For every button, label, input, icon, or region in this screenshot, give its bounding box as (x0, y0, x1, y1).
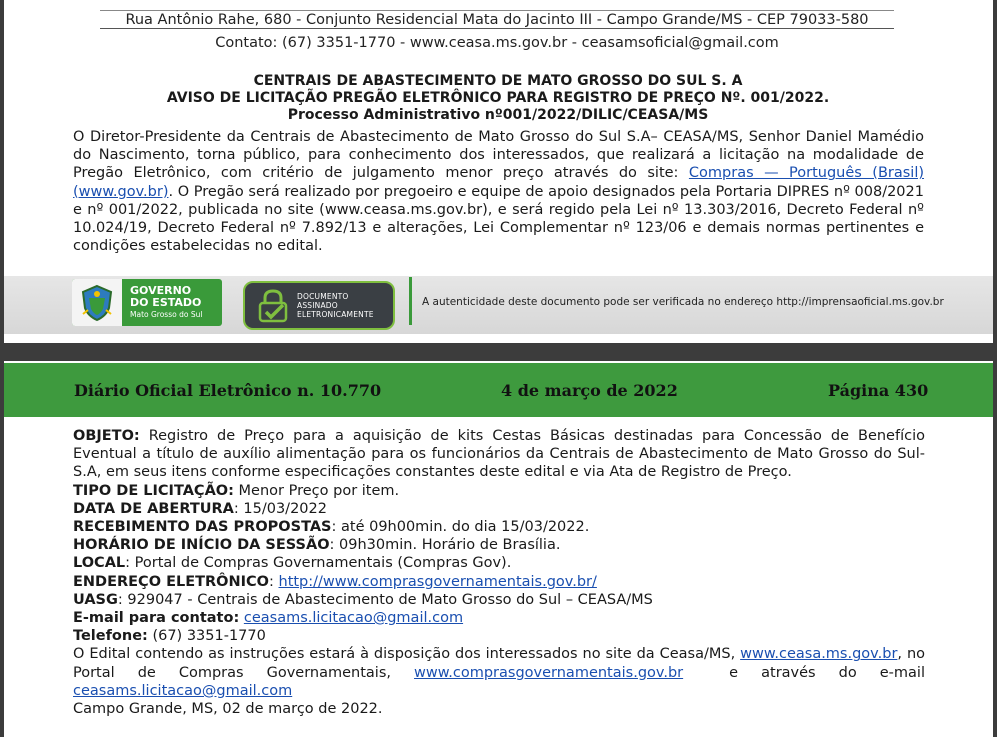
gazette-page-number: Página 430 (828, 381, 929, 400)
telefone-text: (67) 3351-1770 (147, 628, 266, 645)
address-line: Rua Antônio Rahe, 680 - Conjunto Residencial Mata do Jacinto III - Campo Grande/MS - CEP 79033-580 (100, 12, 894, 29)
edital-text-mid: , no Portal de Compras Governamentais, (73, 646, 925, 681)
abertura-row (73, 500, 925, 518)
para-text-end: . O Pregão será realizado por pregoeiro e equipe de apoio designados pela Portaria DIPRES nº 008/2021 e nº 001/2022, publicada no site (www.ceasa.ms.gov.br), e será regido pela Lei nº 13.303/2016, Decreto Federal nº 10.024/19, Decreto Federal nº 7.892/13 e alterações, Lei Complementar nº 123/06 e demais normas pertinentes e condições estabelecidas no edital. (73, 183, 924, 255)
recebimento-label: RECEBIMENTO DAS PROPOSTAS (73, 519, 332, 536)
telefone-row (73, 627, 925, 645)
compras-site-link[interactable]: www.comprasgovernamentais.gov.br (414, 664, 684, 681)
badge-line1: DOCUMENTO (297, 292, 349, 301)
edital-text-mid2: e através do e-mail (683, 664, 935, 681)
uasg-row (73, 591, 925, 609)
edital-text-start: O Edital contendo as instruções estará à disposição dos interessados no site da Ceasa/MS, (73, 646, 741, 663)
badge-line3: ELETRONICAMENTE (297, 310, 374, 319)
authenticity-note: A autenticidade deste documento pode ser verificada no endereço http://imprensaoficial.ms.gov.br (422, 296, 944, 308)
para-text-start: O Diretor-Presidente da Centrais de Abastecimento de Mato Grosso do Sul S.A– CEASA/MS, Senhor Daniel Mamédio do Nascimento, torna público, para conhecimento dos interessados, que realizará a licitação na modalidade de Pregão Eletrônico, com critério de julgamento menor preço através do site: (73, 129, 924, 182)
badge-line2: ASSINADO (297, 301, 338, 310)
tipo-row (73, 482, 925, 500)
gov-logo-line3: Mato Grosso do Sul (130, 309, 203, 319)
gazette-edition: Diário Oficial Eletrônico n. 10.770 (74, 381, 382, 400)
document-page-bottom (4, 361, 993, 737)
local-text: : Portal de Compras Governamentais (Compras Gov). (125, 555, 512, 572)
gazette-date: 4 de março de 2022 (501, 381, 678, 400)
abertura-text: : 15/03/2022 (233, 500, 327, 517)
endereco-label: ENDEREÇO ELETRÔNICO (73, 573, 269, 590)
recebimento-row (73, 518, 925, 536)
heading-process: Processo Administrativo nº001/2022/DILIC/CEASA/MS (287, 107, 709, 123)
recebimento-text: : até 09h00min. do dia 15/03/2022. (331, 519, 590, 536)
objeto-row (73, 427, 925, 482)
document-page-top (4, 0, 993, 343)
local-label: LOCAL (73, 555, 126, 572)
telefone-label: Telefone: (73, 628, 148, 645)
horario-label: HORÁRIO DE INÍCIO DA SESSÃO (73, 537, 330, 554)
notice-details (73, 427, 935, 718)
tipo-text: Menor Preço por item. (233, 482, 400, 499)
tipo-label: TIPO DE LICITAÇÃO: (73, 482, 234, 499)
footer-divider (409, 277, 412, 325)
uasg-text: : 929047 - Centrais de Abastecimento de Mato Grosso do Sul – CEASA/MS (117, 591, 653, 608)
signed-document-badge (243, 281, 395, 330)
padlock-icon (245, 288, 293, 324)
gov-logo-line1: GOVERNO (130, 283, 192, 297)
abertura-label: DATA DE ABERTURA (73, 500, 234, 517)
endereco-row (73, 573, 925, 591)
gov-ms-logo (72, 279, 222, 326)
horario-row (73, 536, 925, 554)
heading-notice: AVISO DE LICITAÇÃO PREGÃO ELETRÔNICO PARA REGISTRO DE PREÇO Nº. 001/2022. (166, 90, 830, 106)
gazette-header (4, 363, 993, 417)
compras-governamentais-link[interactable]: http://www.comprasgovernamentais.gov.br/ (278, 573, 597, 590)
email-label: E-mail para contato: (73, 610, 240, 627)
edital-email-link[interactable]: ceasams.licitacao@gmail.com (73, 682, 293, 699)
state-coat-of-arms-icon (72, 279, 122, 326)
notice-paragraph (73, 128, 924, 255)
objeto-label: OBJETO: (73, 428, 140, 444)
gov-logo-line2: DO ESTADO (130, 295, 202, 309)
endereco-sep: : (269, 573, 279, 590)
email-row (73, 609, 925, 627)
contact-line: Contato: (67) 3351-1770 - www.ceasa.ms.gov.br - ceasamsoficial@gmail.com (215, 35, 779, 51)
closing-line: Campo Grande, MS, 02 de março de 2022. (73, 701, 383, 718)
horario-text: : 09h30min. Horário de Brasília. (329, 537, 561, 554)
heading-company: CENTRAIS DE ABASTECIMENTO DE MATO GROSSO DO SUL S. A (253, 73, 743, 89)
local-row (73, 554, 925, 572)
uasg-label: UASG (73, 591, 118, 608)
address-block (100, 10, 894, 51)
notice-headings (72, 73, 924, 124)
compras-gov-link[interactable]: Compras — Português (Brasil) (www.gov.br) (73, 165, 925, 200)
edital-paragraph (73, 645, 935, 700)
objeto-text: Registro de Preço para a aquisição de kits Cestas Básicas destinadas para Concessão de Benefício Eventual a título de auxílio alimentação para os funcionários da Centrais de Abastecimento de Mato Grosso do Sul- S.A, em seus itens conforme especificações constantes deste edital e via Ata de Registro de Preço. (73, 428, 925, 481)
contact-email-link[interactable]: ceasams.licitacao@gmail.com (243, 610, 464, 627)
ceasa-site-link[interactable]: www.ceasa.ms.gov.br (740, 646, 898, 663)
